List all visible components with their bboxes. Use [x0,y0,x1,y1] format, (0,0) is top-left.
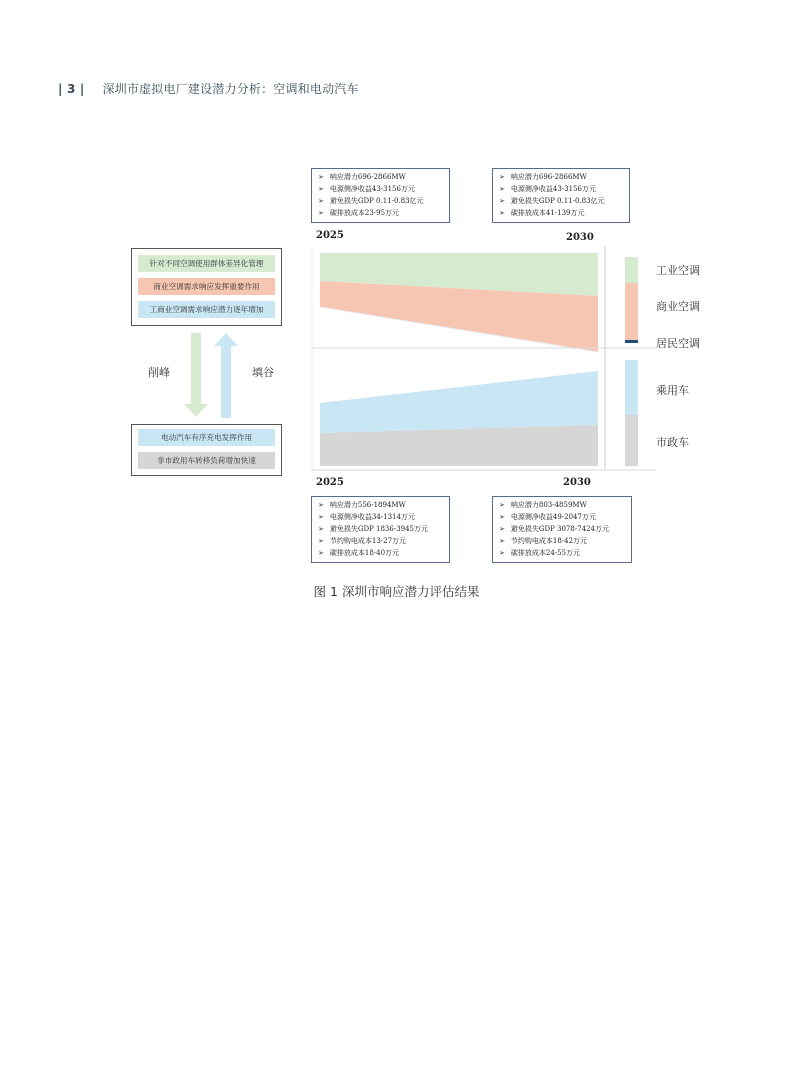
info-line: ➢ 响应潜力803-4859MW [499,499,625,511]
ac-item-differentiated: 针对不同空调使用群体差异化管理 [138,255,275,272]
info-line: ➢ 碳排放成本23-95万元 [318,207,443,219]
valley-filling-arrow [214,333,238,418]
info-box-ac-2030 [492,168,630,223]
legend-bar-municipal [625,415,638,466]
info-line: ➢ 避免损失GDP 1836-3945万元 [318,523,443,535]
info-line: ➢ 响应潜力696-2866MW [499,171,623,183]
year-top-end: 2030 [566,232,594,243]
legend-residential-ac: 居民空调 [656,337,700,350]
year-bottom-end: 2030 [563,477,591,488]
ac-summary-box [131,248,282,326]
info-box-ev-2025 [311,496,450,563]
ac-item-commercial: 商业空调需求响应发挥重要作用 [138,278,275,295]
ev-item-orderly-charging: 电动汽车有序充电发挥作用 [138,429,275,446]
info-box-ev-2030 [492,496,632,563]
info-line: ➢ 电源侧净收益49-2047万元 [499,511,625,523]
ev-summary-box [131,424,282,476]
year-bottom-start: 2025 [316,477,344,488]
ac-item-increasing: 工商业空调需求响应潜力逐年增加 [138,301,275,318]
info-line: ➢ 碳排放成本41-139万元 [499,207,623,219]
legend-industrial-ac: 工业空调 [656,264,700,277]
info-line: ➢ 碳排放成本18-40万元 [318,547,443,559]
info-line: ➢ 电源侧净收益43-3156万元 [499,183,623,195]
peak-shaving-arrow [184,333,208,417]
info-line: ➢ 电源侧净收益34-1314万元 [318,511,443,523]
legend-commercial-ac: 商业空调 [656,300,700,313]
legend-bar-commercial [625,283,638,340]
legend-bar-industrial [625,257,638,283]
info-line: ➢ 节约购电成本18-42万元 [499,535,625,547]
page-number: | 3 | [58,82,85,96]
info-box-ac-2025 [311,168,450,223]
info-line: ➢ 响应潜力696-2866MW [318,171,443,183]
figure-caption: 图 1 深圳市响应潜力评估结果 [313,584,480,599]
info-line: ➢ 避免损失GDP 0.11-0.83亿元 [499,195,623,207]
info-line: ➢ 节约购电成本13-27万元 [318,535,443,547]
year-top-start: 2025 [316,230,344,241]
info-line: ➢ 电源侧净收益43-3156万元 [318,183,443,195]
legend-municipal-vehicle: 市政车 [656,436,689,449]
legend-bar-residential [625,340,638,343]
valley-filling-label: 填谷 [252,366,274,379]
passenger-car-area [320,371,598,433]
info-line: ➢ 避免损失GDP 3078-7424万元 [499,523,625,535]
legend-passenger-car: 乘用车 [656,384,689,397]
info-line: ➢ 碳排放成本24-55万元 [499,547,625,559]
ev-item-load-shift: 非市政用车转移负荷增加快速 [138,452,275,469]
info-line: ➢ 响应潜力556-1894MW [318,499,443,511]
info-line: ➢ 避免损失GDP 0.11-0.83亿元 [318,195,443,207]
peak-shaving-label: 削峰 [148,366,170,379]
header-title: 深圳市虚拟电厂建设潜力分析：空调和电动汽车 [102,82,359,96]
legend-bar-passenger [625,360,638,415]
